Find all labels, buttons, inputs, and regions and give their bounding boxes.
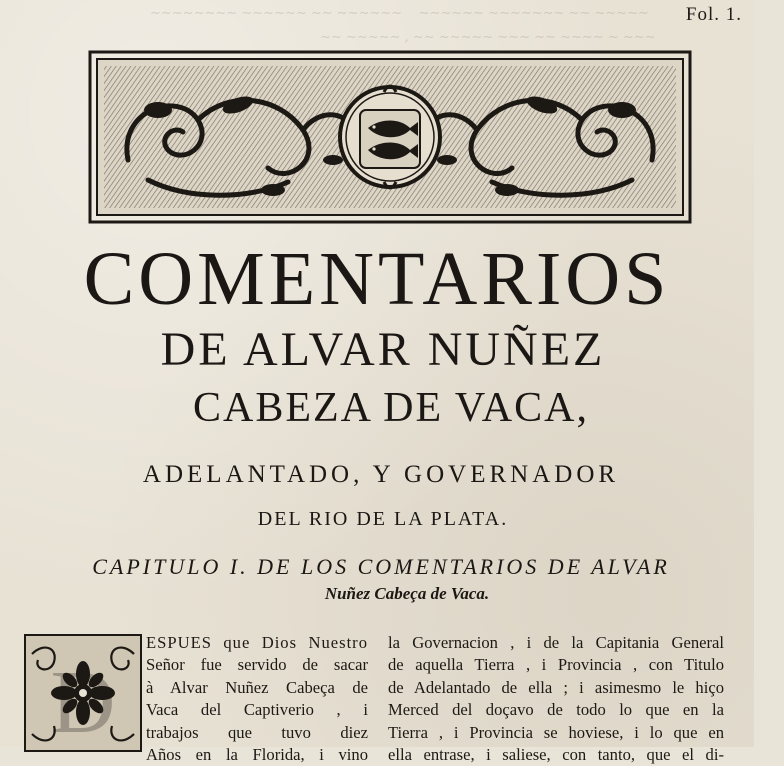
text-line: Merced del doçavo de todo lo que en la <box>388 700 724 720</box>
body-column-right <box>388 632 724 766</box>
title-office-line: ADELANTADO, Y GOVERNADOR <box>142 461 620 488</box>
title-comentarios: COMENTARIOS <box>83 237 671 321</box>
body-column-left <box>146 632 368 766</box>
chapter-heading: CAPITULO I. DE LOS COMENTARIOS DE ALVAR <box>92 554 670 579</box>
column-gutter <box>376 636 377 746</box>
text-line: ella entrase, i saliese, con tanto, que el di- <box>388 745 724 765</box>
title-region-line: DEL RIO DE LA PLATA. <box>257 508 509 530</box>
text-line: la Governacion , i de la Capitania General <box>388 633 724 652</box>
text-line: trabajos que tuvo diez <box>146 722 368 742</box>
text-line: Señor fue servido de sacar <box>146 655 368 675</box>
show-through-texture: ∼∼∼∼∼∼∼∼ ∼∼∼∼∼∼ ∼∼ ∼∼∼∼∼∼ ∼∼∼∼∼∼ ∼∼∼∼∼∼∼ ∼∼ ∼∼∼∼∼ <box>150 6 649 21</box>
text-line: Tierra , i Provincia se hoviese, i lo que en <box>388 722 724 742</box>
text-line: Años en la Florida, i vino <box>146 745 368 765</box>
text-line: ESPUES que Dios Nuestro <box>146 633 368 652</box>
text-line: de Adelantado de ella ; i asimesmo le hiço <box>388 677 724 697</box>
ornament-header-band <box>88 50 692 224</box>
floral-dropcap-icon <box>24 634 142 752</box>
fish-emblem-icon <box>340 86 440 188</box>
show-through-texture: ∼∼ ∼∼∼∼∼ , ∼∼ ∼∼∼∼∼ ∼∼∼ ∼∼ ∼∼∼∼ ∼ ∼∼∼ <box>320 30 656 45</box>
chapter-subheading: Nuñez Cabeça de Vaca. <box>324 584 490 603</box>
folio-number: Fol. 1. <box>685 4 742 25</box>
text-line: Vaca del Captiverio , i <box>146 700 368 720</box>
title-author-line: DE ALVAR NUÑEZ <box>160 323 606 376</box>
title-surname-line: CABEZA DE VACA, <box>192 385 589 431</box>
text-line: à Alvar Nuñez Cabeça de <box>146 677 368 697</box>
text-line: de aquella Tierra , i Provincia , con Titulo <box>388 655 724 675</box>
dropcap-letter: D <box>50 653 116 752</box>
